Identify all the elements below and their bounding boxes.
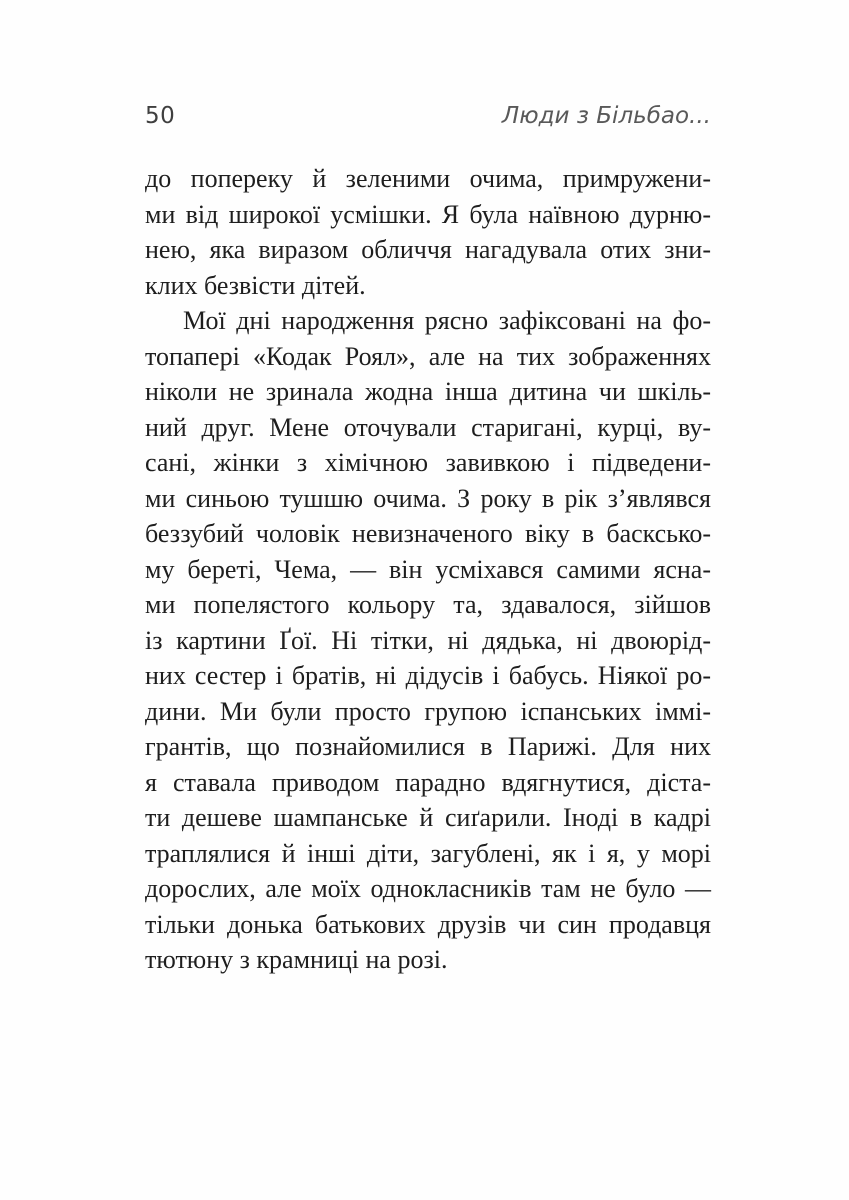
text-line: ти дешеве шампанське й сиґарили. Іноді в кадрі [145, 803, 711, 832]
text-line: ми попелястого кольору та, здавалося, зійшов [145, 590, 711, 619]
text-line: му береті, Чема, — він усміхався самими ясна- [145, 554, 711, 584]
text-line: Мої дні народження рясно зафіксовані на фо- [183, 306, 711, 335]
text-line: нею, яка виразом обличчя нагадувала отих зни- [145, 235, 711, 264]
page-header [145, 103, 711, 129]
text-line: ми синьою тушшю очима. З року в рік з’являвся [145, 483, 711, 513]
body-text [145, 161, 711, 978]
page-number: 50 [145, 103, 176, 129]
text-line: дини. Ми були просто групою іспанських іммі- [145, 696, 711, 726]
text-line: клих безвісти дітей. [145, 270, 366, 300]
text-line: дорослих, але моїх однокласників там не було — [145, 874, 711, 903]
text-line: я ставала приводом парадно вдягнутися, діста- [145, 767, 711, 797]
text-line: траплялися й інші діти, загублені, як і я, у морі [145, 838, 711, 868]
text-line: ний друг. Мене оточували старигані, курці, ву- [145, 412, 711, 442]
text-line: тютюну з крамниці на розі. [145, 945, 448, 974]
text-line: сані, жінки з хімічною завивкою і підведени- [145, 448, 711, 477]
text-line: ніколи не зринала жодна інша дитина чи шкіль- [145, 377, 711, 406]
text-line: беззубий чоловік невизначеного віку в басксько- [145, 519, 711, 548]
text-line: до попереку й зеленими очима, примружени- [145, 164, 711, 193]
text-line: грантів, що познайомилися в Парижі. Для них [145, 732, 711, 761]
text-line: них сестер і братів, ні дідусів і бабусь. Ніякої ро- [145, 661, 711, 690]
text-line: тільки донька батькових друзів чи син продавця [145, 909, 711, 939]
running-title: Люди з Більбао... [501, 103, 711, 129]
text-line: із картини Ґої. Ні тітки, ні дядька, ні двоюрід- [145, 625, 711, 655]
text-line: ми від широкої усмішки. Я була наївною дурню- [145, 199, 711, 229]
text-line: топапері «Кодак Роял», але на тих зображеннях [145, 341, 711, 371]
